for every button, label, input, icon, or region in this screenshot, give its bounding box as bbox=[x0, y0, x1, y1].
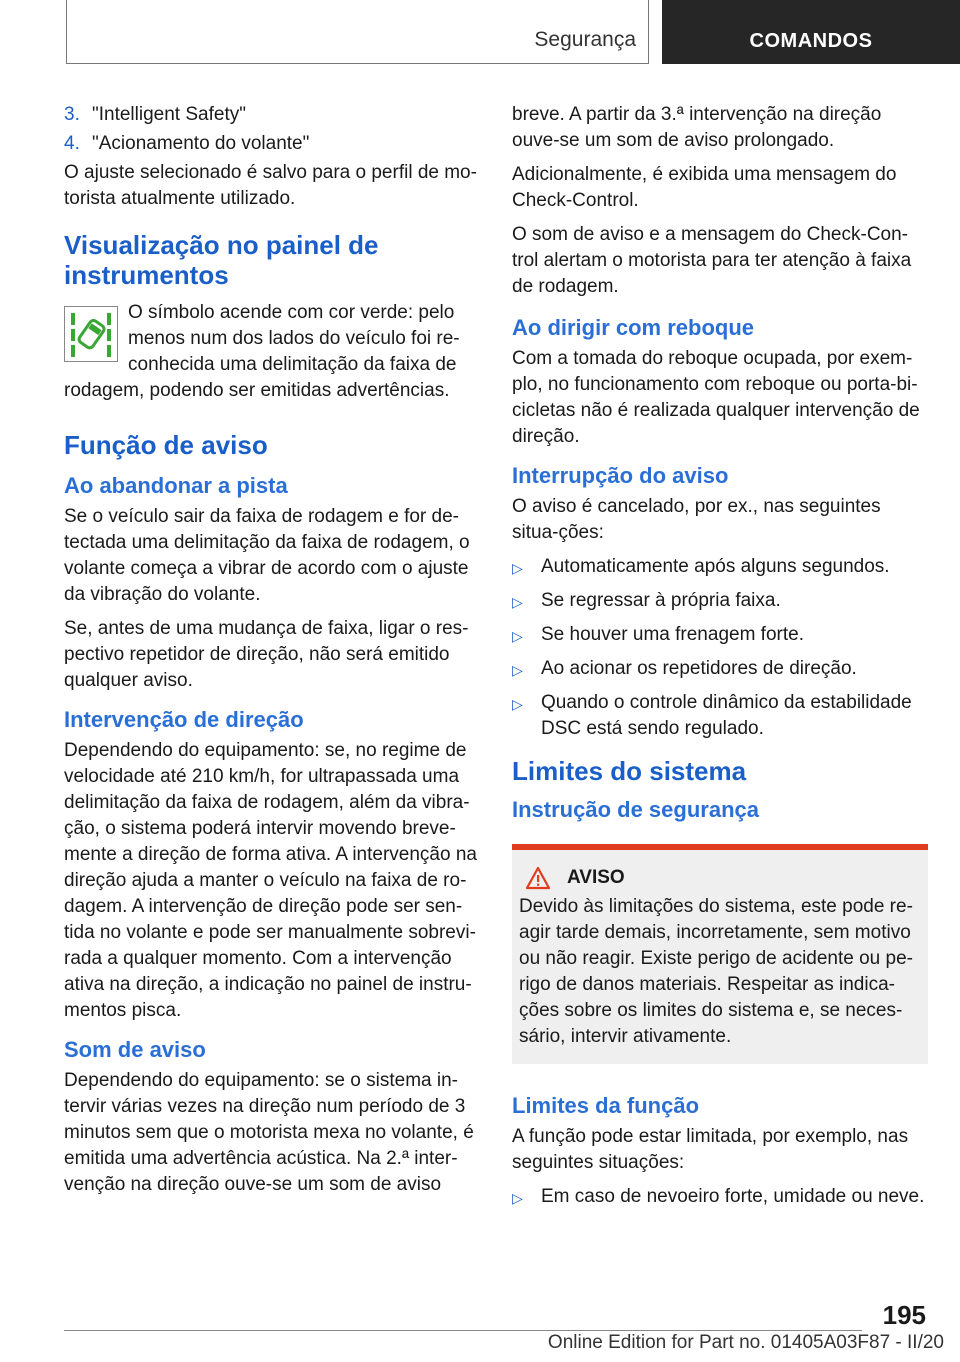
heading-limites-funcao: Limites da função bbox=[512, 1093, 700, 1118]
numbered-item bbox=[64, 131, 480, 157]
paragraph: Se o veículo sair da faixa de rodagem e for de-tectada uma delimitação da faixa de rodagem, o volante começa a vibrar de acordo com o ajuste da vibração do volante. bbox=[64, 506, 470, 605]
heading-abandonar-pista: Ao abandonar a pista bbox=[64, 473, 288, 498]
symbol-paragraph bbox=[64, 300, 480, 404]
list-item-text: Se regressar à própria faixa. bbox=[541, 590, 781, 611]
paragraph: Dependendo do equipamento: se o sistema in-tervir várias vezes na direção num período de 3 minutos sem que o motorista mexa no volante, é emitida uma advertência acústica. Na 2.ª inter-venção na direção ouve-se um som de aviso bbox=[64, 1070, 474, 1195]
item-text: "Intelligent Safety" bbox=[92, 104, 246, 125]
heading-reboque: Ao dirigir com reboque bbox=[512, 315, 755, 340]
header-rule-bottom bbox=[66, 63, 649, 64]
heading-interrupcao: Interrupção do aviso bbox=[512, 463, 729, 488]
header-section-title: Segurança bbox=[534, 28, 636, 51]
lane-departure-icon bbox=[64, 306, 118, 362]
warning-header bbox=[519, 866, 920, 890]
heading-visualizacao: Visualização no painel de instrumentos bbox=[64, 230, 379, 290]
list-item bbox=[512, 656, 928, 683]
paragraph: Se, antes de uma mudança de faixa, ligar o res-pectivo repetidor de direção, não será emitido qualquer aviso. bbox=[64, 618, 469, 691]
list-item bbox=[512, 1184, 928, 1211]
paragraph: breve. A partir da 3.ª intervenção na direção ouve-se um som de aviso prolongado. bbox=[512, 104, 882, 151]
item-number: 4. bbox=[64, 133, 80, 154]
page-number: 195 bbox=[882, 1300, 926, 1330]
heading-intervencao: Intervenção de direção bbox=[64, 707, 304, 732]
paragraph: O aviso é cancelado, por ex., nas seguintes situa-ções: bbox=[512, 496, 881, 543]
list-item-text: Em caso de nevoeiro forte, umidade ou neve. bbox=[541, 1186, 925, 1207]
list-item-text: Ao acionar os repetidores de direção. bbox=[541, 658, 857, 679]
item-text: "Acionamento do volante" bbox=[92, 133, 310, 154]
bullet-triangle-icon: ▷ bbox=[512, 628, 523, 644]
symbol-description: O símbolo acende com cor verde: pelo menos num dos lados do veículo foi re-conhecida uma delimitação da faixa de rodagem, podendo ser emitidas advertências. bbox=[64, 302, 460, 401]
paragraph: O som de aviso e a mensagem do Check-Con-trol alertam o motorista para ter atenção à faixa de rodagem. bbox=[512, 224, 912, 297]
paragraph: A função pode estar limitada, por exemplo, nas seguintes situações: bbox=[512, 1126, 909, 1173]
bullet-triangle-icon: ▷ bbox=[512, 696, 523, 712]
warning-triangle-icon bbox=[525, 866, 551, 890]
paragraph: Com a tomada do reboque ocupada, por exem-plo, no funcionamento com reboque ou porta-bi-cicletas não é realizada qualquer intervenção de direção. bbox=[512, 348, 920, 447]
item-number: 3. bbox=[64, 104, 80, 125]
list-item-text: Se houver uma frenagem forte. bbox=[541, 624, 804, 645]
header-chapter-label: COMANDOS bbox=[749, 30, 873, 52]
right-column bbox=[512, 102, 928, 1218]
heading-funcao-aviso: Função de aviso bbox=[64, 430, 268, 460]
list-item-text: Automaticamente após alguns segundos. bbox=[541, 556, 890, 577]
header-chapter-tab[interactable] bbox=[662, 0, 960, 64]
list-item bbox=[512, 622, 928, 649]
heading-instrucao-seguranca: Instrução de segurança bbox=[512, 797, 759, 822]
bullet-triangle-icon: ▷ bbox=[512, 560, 523, 576]
paragraph: O ajuste selecionado é salvo para o perfil de mo-torista atualmente utilizado. bbox=[64, 162, 477, 209]
numbered-item bbox=[64, 102, 480, 128]
list-item bbox=[512, 690, 928, 742]
heading-som-aviso: Som de aviso bbox=[64, 1037, 206, 1062]
warning-box bbox=[512, 844, 928, 1064]
list-item bbox=[512, 554, 928, 581]
warning-text: Devido às limitações do sistema, este pode re-agir tarde demais, incorretamente, sem motivo ou não reagir. Existe perigo de acidente ou pe-rigo de danos materiais. Respeitar as indica-ções sobre os limites do sistema e, se neces-sário, intervir ativamente. bbox=[519, 896, 913, 1047]
paragraph: Adicionalmente, é exibida uma mensagem do Check-Control. bbox=[512, 164, 897, 211]
paragraph: Dependendo do equipamento: se, no regime de velocidade até 210 km/h, for ultrapassada uma delimitação da faixa de rodagem, além da vibra-ção, o sistema poderá intervir movendo breve-mente a direção de forma ativa. A intervenção na direção ajuda a manter o veículo na faixa de ro-dagem. A intervenção de direção pode ser sen-tida no volante e pode ser manualmente sobrevi-rada a qualquer momento. Com a intervenção ativa na direção, a indicação no painel de instru-mentos pisca. bbox=[64, 740, 477, 1021]
list-item-text: Quando o controle dinâmico da estabilidade DSC está sendo regulado. bbox=[541, 692, 912, 739]
left-column bbox=[64, 102, 480, 1206]
bullet-triangle-icon: ▷ bbox=[512, 662, 523, 678]
bullet-triangle-icon: ▷ bbox=[512, 594, 523, 610]
header-rule-left bbox=[66, 0, 67, 64]
footer-edition: Online Edition for Part no. 01405A03F87 - II/20 bbox=[547, 1332, 944, 1353]
list-item bbox=[512, 588, 928, 615]
heading-limites-sistema: Limites do sistema bbox=[512, 756, 747, 786]
footer-rule bbox=[64, 1330, 862, 1331]
warning-title: AVISO bbox=[567, 867, 625, 888]
header-rule-right bbox=[648, 0, 649, 64]
bullet-triangle-icon: ▷ bbox=[512, 1190, 523, 1206]
